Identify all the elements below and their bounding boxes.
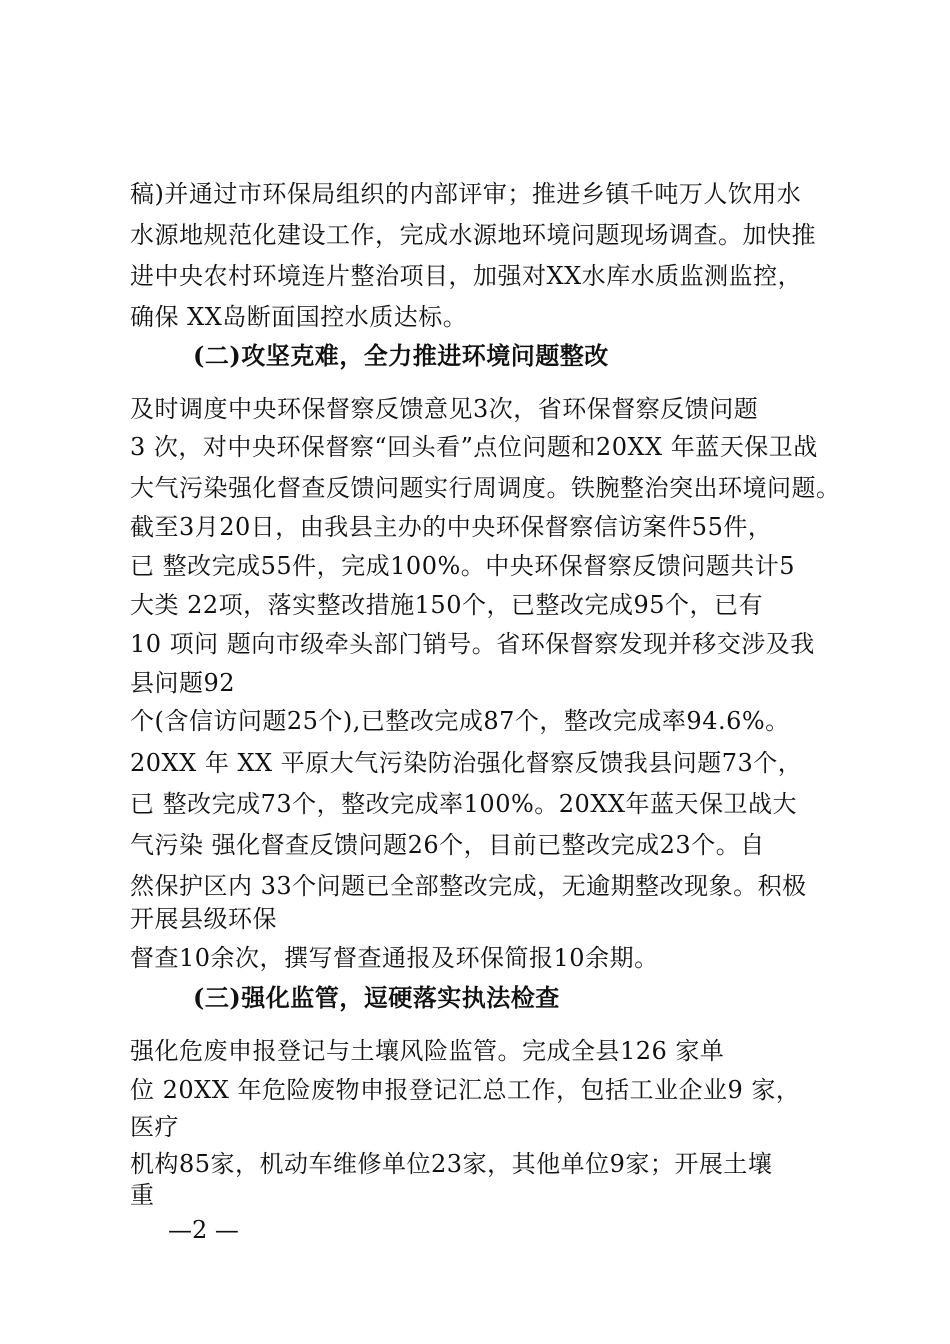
paragraph-line: 位 20XX 年危险废物申报登记汇总工作，包括工业企业9 家， — [130, 1076, 801, 1104]
paragraph-line: 截至3月20日，由我县主办的中央环保督察信访案件55件， — [130, 513, 773, 541]
paragraph-line: 稿)并通过市环保局组织的内部评审；推进乡镇千吨万人饮用水 — [130, 180, 802, 208]
paragraph-line: 气污染 强化督查反馈问题26个，目前已整改完成23个。自 — [130, 831, 765, 859]
section-heading-2: (二)攻坚克难，全力推进环境问题整改 — [193, 341, 609, 370]
paragraph-line: 已 整改完成55件，完成100%。中央环保督察反馈问题共计5 — [130, 552, 796, 580]
paragraph-line: 强化危废申报登记与土壤风险监管。完成全县126 家单 — [130, 1037, 725, 1065]
paragraph-line: 3 次，对中央环保督察“回头看”点位问题和20XX 年蓝天保卫战 — [130, 433, 818, 461]
paragraph-line: 大气污染强化督查反馈问题实行周调度。铁腕整治突出环境问题。 — [130, 474, 841, 502]
paragraph-line: 个(含信访问题25个),已整改完成87个，整改完成率94.6%。 — [130, 707, 790, 735]
paragraph-line: 医疗 — [130, 1113, 179, 1141]
paragraph-line: 10 项问 题向市级牵头部门销号。省环保督察发现并移交涉及我 — [130, 630, 815, 658]
paragraph-line: 重 — [130, 1181, 155, 1209]
page-number: —2 — — [168, 1216, 239, 1244]
paragraph-line: 水源地规范化建设工作，完成水源地环境问题现场调查。加快推 — [130, 221, 816, 249]
paragraph-line: 督查10余次，撰写督查通报及环保简报10余期。 — [130, 944, 659, 972]
paragraph-line: 20XX 年 XX 平原大气污染防治强化督察反馈我县问题73个， — [130, 749, 803, 777]
paragraph-line: 及时调度中央环保督察反馈意见3次，省环保督察反馈问题 — [130, 395, 759, 423]
paragraph-line: 已 整改完成73个，整改完成率100%。20XX年蓝天保卫战大 — [130, 790, 797, 818]
paragraph-line: 大类 22项，落实整改措施150个，已整改完成95个，已有 — [130, 591, 764, 619]
paragraph-line: 开展县级环保 — [130, 905, 277, 933]
paragraph-line: 机构85家，机动车维修单位23家，其他单位9家；开展土壤 — [130, 1150, 773, 1178]
paragraph-line: 确保 XX岛断面国控水质达标。 — [130, 303, 468, 331]
paragraph-line: 进中央农村环境连片整治项目，加强对XX水库水质监测监控， — [130, 262, 803, 290]
paragraph-line: 然保护区内 33个问题已全部整改完成，无逾期整改现象。积极 — [130, 872, 807, 900]
paragraph-line: 县问题92 — [130, 669, 236, 697]
section-heading-3: (三)强化监管，逗硬落实执法检查 — [193, 983, 560, 1012]
